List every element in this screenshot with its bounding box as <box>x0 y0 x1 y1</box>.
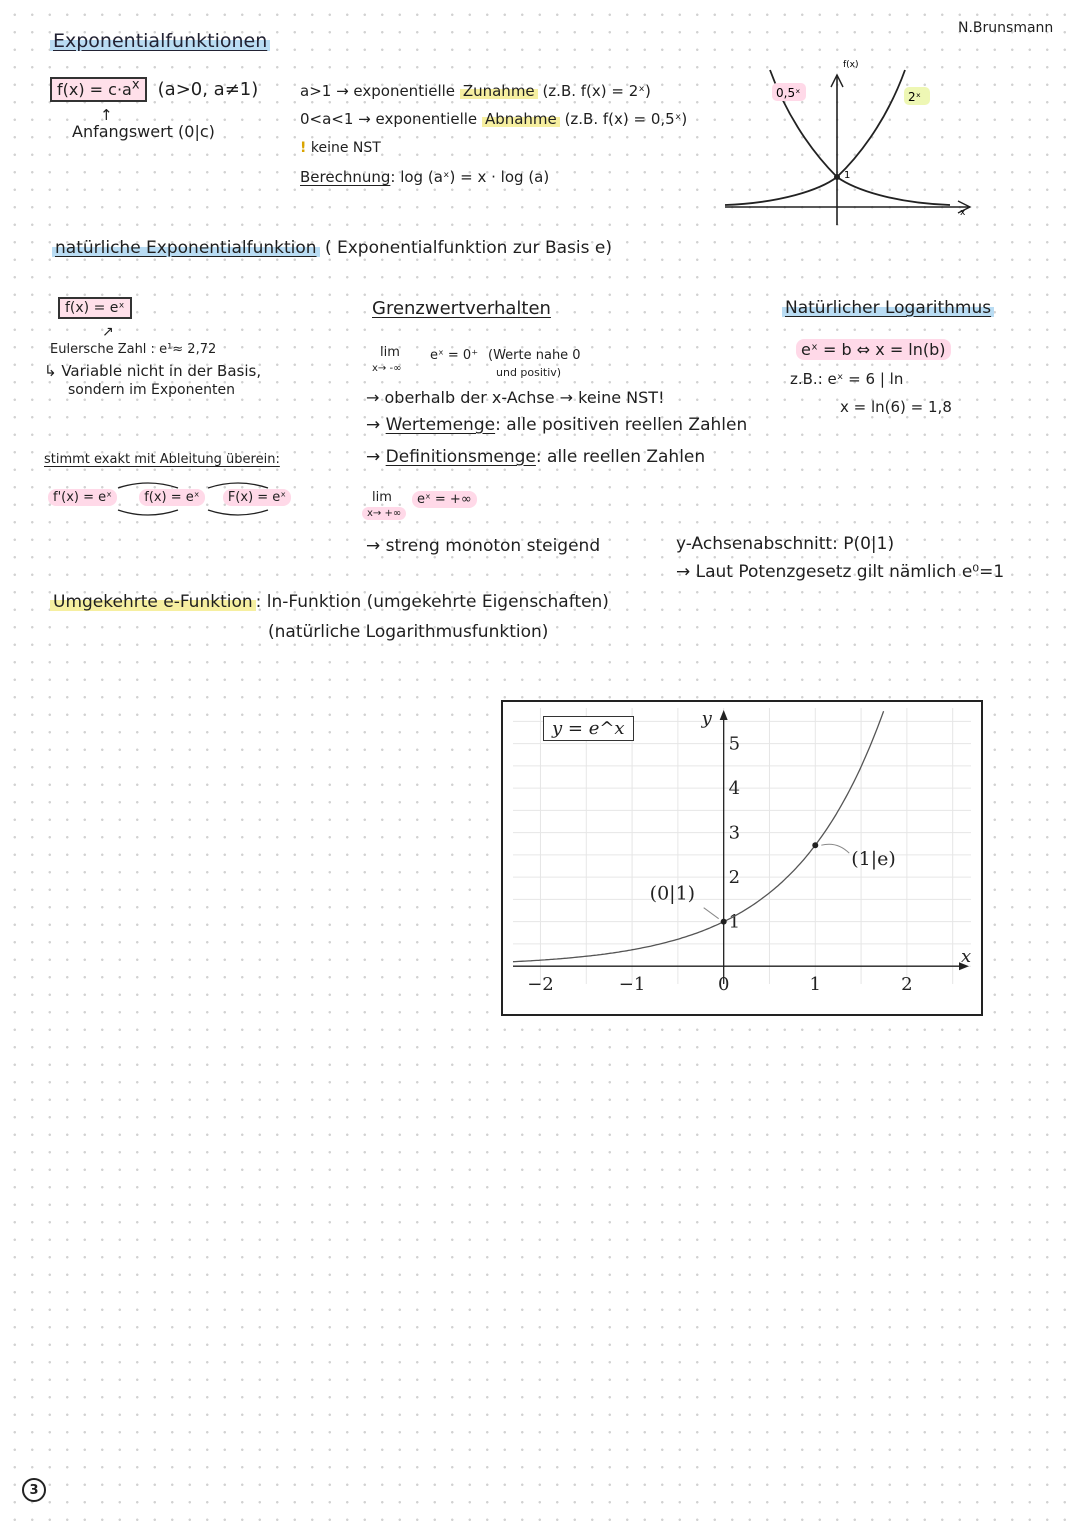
exp-graph <box>501 700 983 1016</box>
sketch-right-label: 2ˣ <box>908 90 921 104</box>
lim1-note1: (Werte nahe 0 <box>488 348 581 363</box>
sketch-ylabel: f(x) <box>843 60 859 70</box>
calculation-line: Berechnung: log (aˣ) = x · log (a) <box>300 168 550 186</box>
variable-note-1: ↳ Variable nicht in der Basis, <box>44 362 262 380</box>
y-tick-label: 1 <box>728 911 741 933</box>
author-name: N.Brunsmann <box>958 20 1054 36</box>
derivative-note: stimmt exakt mit Ableitung überein: <box>44 452 280 467</box>
lim1-word: lim <box>380 345 400 360</box>
x-tick-label: 2 <box>901 974 913 996</box>
sketch-xlabel: x <box>960 208 966 218</box>
sketch-left-label: 0,5ˣ <box>776 86 801 100</box>
monotone-note: → streng monoton steigend <box>366 536 601 556</box>
point-arrow <box>704 908 719 919</box>
derivative-chain: f'(x) = eˣ f(x) = eˣ F(x) = eˣ <box>48 490 291 505</box>
x-axis-label: x <box>961 946 972 968</box>
growth-line: a>1 → exponentielle Zunahme (z.B. f(x) = 2ˣ) <box>300 82 651 100</box>
bullet-above-axis: → oberhalb der x-Achse → keine NST! <box>366 388 665 407</box>
chart-title: y = e^x <box>543 716 634 741</box>
x-tick-label: 0 <box>717 974 730 996</box>
y-intercept-line2: → Laut Potenzgesetz gilt nämlich e⁰=1 <box>676 562 1005 582</box>
general-formula: $f(x) = c\cdot a^x$ (a>0, a≠1) <box>50 78 258 100</box>
data-point-label: (1|e) <box>851 848 896 871</box>
ln-example-2: x = ln(6) = 1,8 <box>840 398 952 416</box>
lim1-note2: und positiv) <box>496 366 562 379</box>
ln-rule: eˣ = b ⇔ x = ln(b) <box>796 340 951 359</box>
series-line-exp <box>513 711 884 962</box>
natural-formula: f(x) = eˣ <box>58 300 132 316</box>
curve-2x <box>725 70 905 205</box>
sketch-intercept: 1 <box>844 170 851 181</box>
inverse-line1: Umgekehrte e-Funktion : ln-Funktion (umgekehrte Eigenschaften) <box>50 592 609 612</box>
inverse-line2: (natürliche Logarithmusfunktion) <box>268 622 549 642</box>
page-number: 3 <box>22 1478 46 1502</box>
lim2-expr: eˣ = +∞ <box>412 492 477 507</box>
bullet-domain: → Definitionsmenge: alle reellen Zahlen <box>366 447 706 467</box>
ln-title: Natürlicher Logarithmus <box>782 298 994 318</box>
point-arrow <box>821 844 849 853</box>
decay-line: 0<a<1 → exponentielle Abnahme (z.B. f(x) = 0,5ˣ) <box>300 110 688 128</box>
x-tick-label: 1 <box>809 974 822 996</box>
lim2-word: lim <box>372 490 392 505</box>
y-tick-label: 5 <box>728 733 741 755</box>
data-point <box>721 919 727 925</box>
exp-graph-svg <box>503 702 981 1014</box>
y-tick-label: 3 <box>728 822 741 844</box>
bullet-range: → Wertemenge: alle positiven reellen Zahlen <box>366 415 748 435</box>
lim1-expr: eˣ = 0⁺ <box>430 348 479 363</box>
y-tick-label: 4 <box>728 778 741 800</box>
data-point <box>812 842 818 848</box>
exp-sketch <box>720 55 980 230</box>
y-axis-arrow <box>720 710 728 720</box>
y-axis-label: y <box>701 708 712 729</box>
lim2-sub: x→ +∞ <box>362 508 406 519</box>
arrow-icon: ↗ <box>102 324 114 340</box>
y-tick-label: 2 <box>728 867 741 889</box>
variable-note-2: sondern im Exponenten <box>68 382 235 398</box>
section-title-natural: natürliche Exponentialfunktion ( Exponentialfunktion zur Basis e) <box>52 238 612 258</box>
x-tick-label: −2 <box>527 974 554 996</box>
lim1-sub: x→ -∞ <box>372 363 402 374</box>
no-root-note: ! keine NST <box>300 140 381 156</box>
y-intercept-line1: y-Achsenabschnitt: P(0|1) <box>676 534 895 554</box>
limits-title: Grenzwertverhalten <box>372 298 551 319</box>
section-title-exponential: Exponentialfunktionen <box>50 30 270 52</box>
data-point-label: (0|1) <box>649 882 696 905</box>
start-value-label: Anfangswert (0|c) <box>72 122 215 141</box>
arrow-up-icon: ↑ <box>100 106 113 124</box>
x-tick-label: −1 <box>618 974 646 996</box>
derivative-arrows <box>88 480 288 520</box>
euler-number: Eulersche Zahl : e¹≈ 2,72 <box>50 342 217 357</box>
ln-example-1: z.B.: eˣ = 6 | ln <box>790 370 904 388</box>
